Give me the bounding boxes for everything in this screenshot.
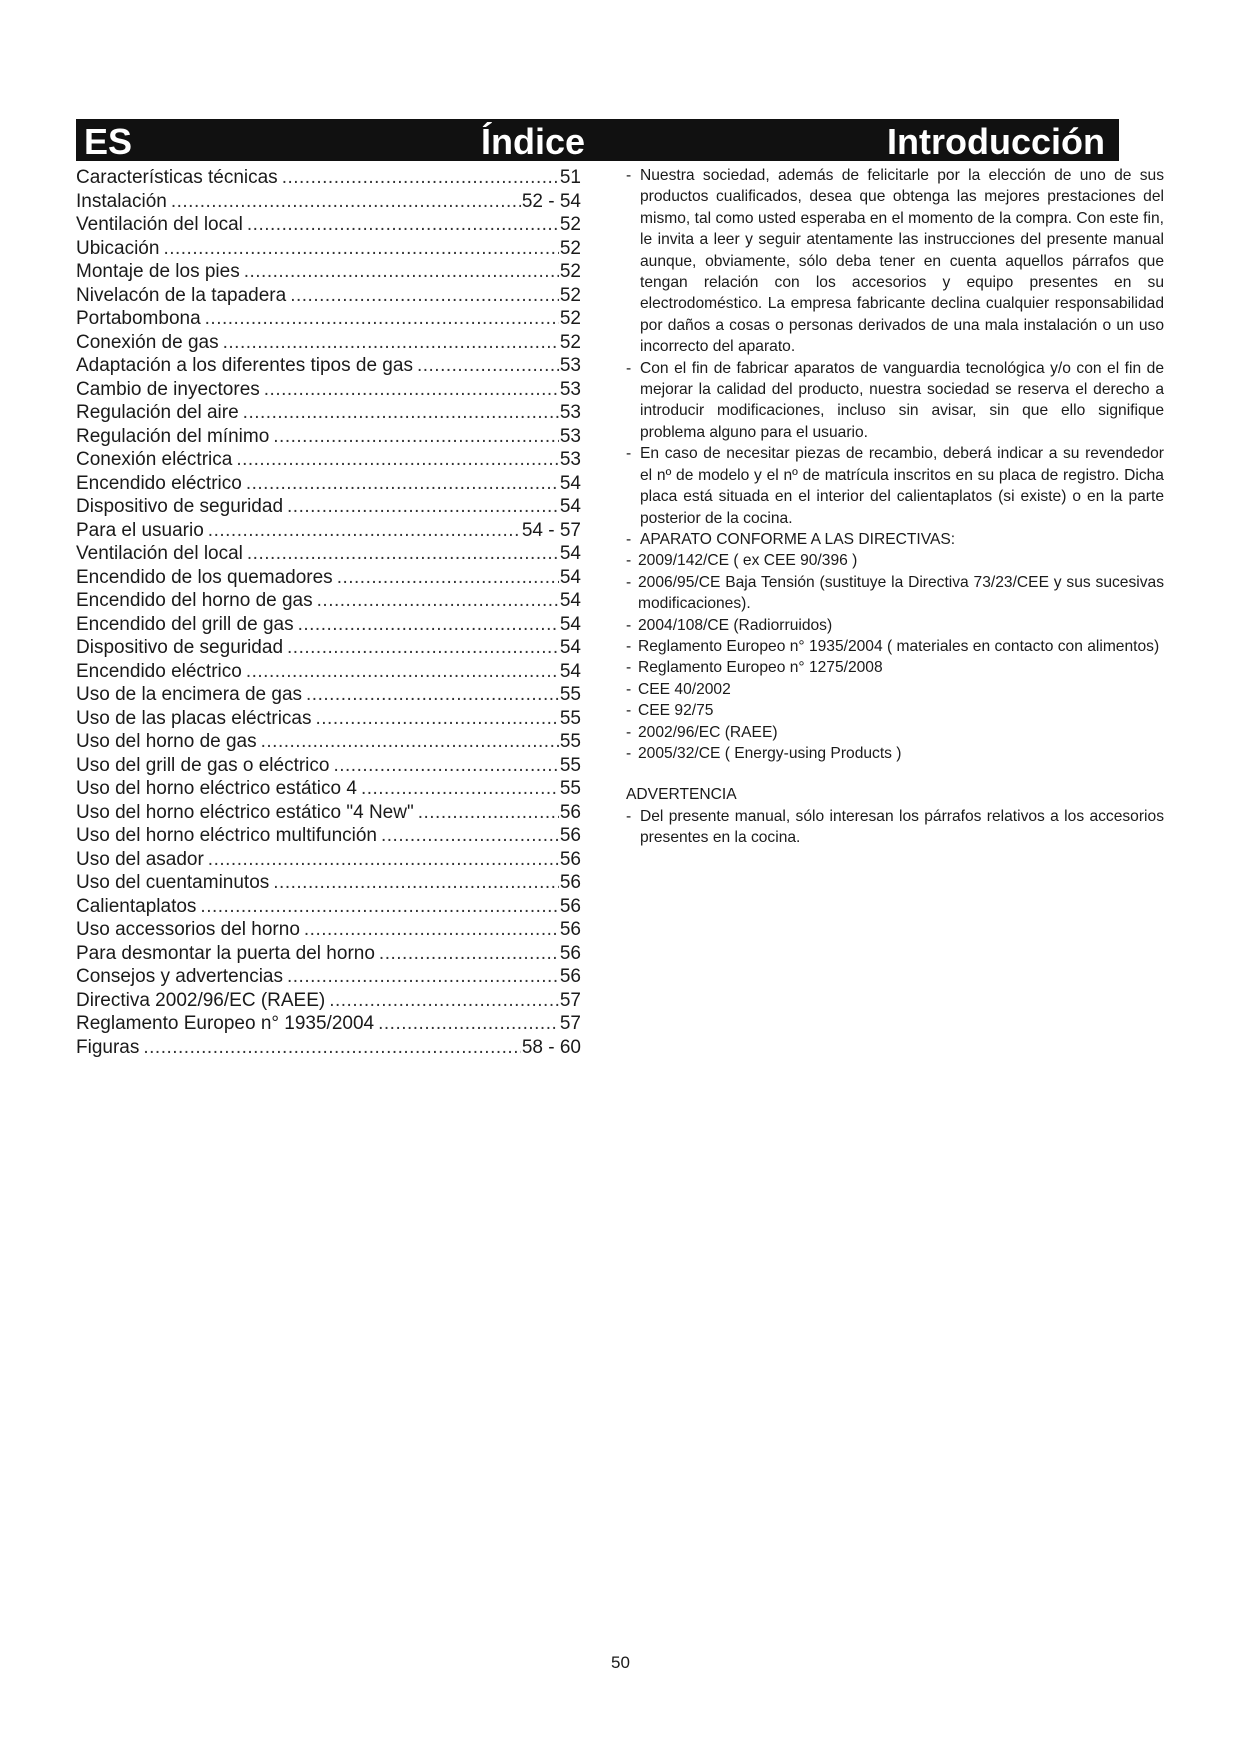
toc-entry (76, 965, 581, 989)
toc-dot-leader (205, 307, 559, 331)
intro-paragraph-text: Nuestra sociedad, además de felicitarle por la elección de uno de sus productos cualificados, desea que obtenga las mejores prestaciones del mismo, tal como usted esperaba en el momento de la compra. Con este fin, le invita a leer y seguir atentamente las instrucciones del presente manual aunque, obviamente, sólo deba tener en cuenta aquellos párrafos que tengan relación con los accesorios y equipo presentes en su electrodoméstico. La empresa fabricante declina cualquier responsabilidad por daños a cosas o personas derivados de una mala instalación o un uso incorrecto del aparato. (640, 167, 1164, 356)
toc-dot-leader (282, 166, 559, 190)
toc-entry-title: Conexión eléctrica (76, 449, 233, 470)
directive-item-text: 2009/142/CE ( ex CEE 90/396 ) (638, 552, 858, 570)
toc-entry-page: 53 (559, 425, 581, 447)
toc-entry (76, 495, 581, 519)
toc-entry-page: 56 (559, 966, 581, 987)
toc-dot-leader (273, 871, 559, 895)
toc-entry-title: Encendido de los quemadores (76, 566, 333, 588)
toc-dot-leader (200, 895, 558, 919)
bullet-dash: - (626, 552, 632, 570)
toc-dot-leader (287, 965, 559, 989)
directive-item-text: 2005/32/CE ( Energy-using Products ) (638, 744, 902, 762)
toc-entry-page: 53 (559, 402, 581, 423)
directive-item (626, 700, 1164, 721)
toc-entry (76, 307, 581, 331)
toc-entry-title: Regulación del mínimo (76, 425, 270, 447)
toc-entry (76, 237, 581, 261)
bullet-dash: - (626, 167, 632, 184)
toc-entry-title: Características técnicas (76, 167, 278, 188)
toc-entry-title: Encendido eléctrico (76, 472, 242, 494)
toc-entry-title: Montaje de los pies (76, 261, 240, 282)
toc-entry-title: Reglamento Europeo n° 1935/2004 (76, 1013, 375, 1034)
bullet-dash: - (626, 807, 632, 825)
toc-dot-leader (290, 284, 559, 308)
toc-dot-leader (417, 354, 559, 378)
toc-entry-page: 55 (559, 731, 581, 752)
toc-dot-leader (304, 918, 559, 942)
toc-entry (76, 730, 581, 754)
toc-entry-title: Conexión de gas (76, 331, 219, 353)
toc-entry (76, 448, 581, 472)
toc-entry-title: Para desmontar la puerta del horno (76, 942, 375, 964)
directive-item-text: Reglamento Europeo n° 1935/2004 ( materiales en contacto con alimentos) (638, 637, 1160, 655)
toc-entry-title: Uso del horno eléctrico multifunción (76, 825, 377, 846)
toc-entry-page: 56 (559, 801, 581, 823)
toc-entry-page: 53 (559, 449, 581, 470)
toc-entry (76, 378, 581, 402)
directive-item-text: CEE 40/2002 (638, 680, 731, 698)
toc-entry (76, 401, 581, 425)
toc-entry-title: Nivelacón de la tapadera (76, 284, 287, 306)
toc-entry-title: Consejos y advertencias (76, 966, 283, 987)
toc-dot-leader (378, 1012, 559, 1036)
toc-entry (76, 989, 581, 1013)
toc-dot-leader (236, 448, 559, 472)
toc-entry-page: 58 - 60 (521, 1036, 581, 1058)
toc-dot-leader (418, 801, 559, 825)
toc-entry-page: 54 (559, 566, 581, 588)
toc-entry-title: Adaptación a los diferentes tipos de gas (76, 355, 413, 376)
toc-dot-leader (244, 260, 559, 284)
toc-dot-leader (163, 237, 558, 261)
toc-entry (76, 519, 581, 543)
toc-entry (76, 1036, 581, 1060)
toc-entry-page: 55 (559, 684, 581, 705)
bullet-dash: - (626, 723, 632, 741)
toc-entry-page: 53 (559, 355, 581, 376)
toc-entry-page: 52 (559, 331, 581, 353)
toc-dot-leader (261, 730, 559, 754)
directive-item (626, 657, 1164, 678)
toc-entry-page: 55 (559, 707, 581, 729)
toc-dot-leader (329, 989, 559, 1013)
toc-entry-page: 56 (559, 848, 581, 870)
toc-entry-title: Figuras (76, 1036, 140, 1058)
toc-entry (76, 636, 581, 660)
toc-dot-leader (298, 613, 559, 637)
toc-entry-title: Uso del horno eléctrico estático 4 (76, 778, 357, 799)
directive-item-text: CEE 92/75 (638, 702, 714, 720)
toc-entry (76, 871, 581, 895)
bullet-dash: - (626, 616, 632, 634)
directive-item (626, 679, 1164, 700)
toc-entry (76, 683, 581, 707)
toc-entry (76, 824, 581, 848)
toc-entry (76, 190, 581, 214)
toc-dot-leader (264, 378, 559, 402)
table-of-contents (76, 166, 581, 1059)
toc-entry-title: Ventilación del local (76, 543, 243, 564)
directive-item-text: Reglamento Europeo n° 1275/2008 (638, 659, 883, 677)
toc-entry-title: Uso accessorios del horno (76, 919, 300, 940)
toc-entry-title: Uso del horno de gas (76, 731, 257, 752)
toc-entry-title: Encendido del horno de gas (76, 590, 313, 611)
toc-dot-leader (381, 824, 559, 848)
toc-entry-page: 54 (559, 660, 581, 682)
toc-entry (76, 331, 581, 355)
toc-entry (76, 1012, 581, 1036)
toc-entry (76, 260, 581, 284)
directive-item (626, 615, 1164, 636)
toc-entry-page: 53 (559, 378, 581, 400)
intro-paragraph-text: En caso de necesitar piezas de recambio, deberá indicar a su revendedor el nº de modelo y el nº de matrícula inscritos en su placa de registro. Dicha placa está situada en el interior del calientaplatos (si existe) o en la parte posterior de la cocina. (640, 445, 1164, 527)
bullet-dash: - (626, 573, 632, 591)
toc-entry-title: Uso del asador (76, 848, 204, 870)
toc-entry-title: Uso de las placas eléctricas (76, 707, 312, 729)
toc-dot-leader (287, 495, 559, 519)
toc-entry-page: 52 (559, 214, 581, 235)
toc-entry-page: 56 (559, 942, 581, 964)
toc-entry-page: 52 (559, 308, 581, 329)
toc-entry-page: 54 (559, 472, 581, 494)
toc-entry-page: 57 (559, 989, 581, 1011)
toc-dot-leader (379, 942, 559, 966)
toc-entry-page: 54 (559, 543, 581, 564)
bullet-dash: - (626, 530, 632, 548)
toc-entry-page: 52 (559, 261, 581, 282)
intro-paragraph (626, 358, 1164, 444)
bullet-dash: - (626, 359, 632, 377)
toc-entry-page: 54 (559, 496, 581, 517)
toc-entry (76, 895, 581, 919)
toc-entry-title: Directiva 2002/96/EC (RAEE) (76, 989, 326, 1011)
toc-entry-page: 54 - 57 (521, 519, 581, 541)
toc-entry-title: Dispositivo de seguridad (76, 496, 284, 517)
toc-dot-leader (208, 848, 559, 872)
toc-entry-page: 54 (559, 637, 581, 658)
toc-dot-leader (247, 213, 559, 237)
directive-item-text: 2004/108/CE (Radiorruidos) (638, 616, 833, 634)
intro-paragraph (626, 529, 1164, 550)
toc-dot-leader (316, 707, 559, 731)
bullet-dash: - (626, 702, 632, 720)
toc-entry (76, 566, 581, 590)
directive-item (626, 550, 1164, 571)
toc-entry (76, 801, 581, 825)
toc-entry-title: Para el usuario (76, 519, 204, 541)
directive-item (626, 636, 1164, 657)
toc-dot-leader (208, 519, 521, 543)
toc-entry (76, 942, 581, 966)
bullet-dash: - (626, 680, 632, 698)
toc-entry-page: 56 (559, 895, 581, 917)
toc-entry-page: 56 (559, 825, 581, 846)
intro-paragraph (626, 165, 1164, 358)
bullet-dash: - (626, 744, 632, 762)
toc-dot-leader (306, 683, 559, 707)
toc-entry-page: 55 (559, 778, 581, 799)
toc-dot-leader (317, 589, 559, 613)
toc-dot-leader (223, 331, 559, 355)
toc-entry-page: 52 - 54 (521, 190, 581, 212)
language-code: ES (84, 121, 133, 162)
toc-entry-page: 52 (559, 284, 581, 306)
toc-dot-leader (273, 425, 559, 449)
toc-entry (76, 589, 581, 613)
toc-dot-leader (361, 777, 559, 801)
toc-entry-title: Uso del cuentaminutos (76, 872, 270, 893)
toc-entry-page: 55 (559, 754, 581, 776)
toc-dot-leader (246, 660, 559, 684)
toc-entry-title: Ventilación del local (76, 214, 243, 235)
toc-entry-title: Encendido del grill de gas (76, 613, 294, 635)
toc-dot-leader (243, 401, 559, 425)
warning-heading: ADVERTENCIA (626, 786, 737, 804)
intro-paragraph-text: Con el fin de fabricar aparatos de vanguardia tecnológica y/o con el fin de mejorar la calidad del producto, nuestra sociedad se reserva el derecho a introducir modificaciones, incluso sin avisar, sin que ello signifique problema alguno para el usuario. (640, 359, 1164, 441)
toc-entry-title: Regulación del aire (76, 402, 239, 423)
toc-entry-page: 56 (559, 872, 581, 893)
index-title: Índice (481, 121, 586, 162)
directive-item (626, 743, 1164, 764)
toc-dot-leader (333, 754, 558, 778)
header-bar (76, 119, 1119, 161)
toc-entry-page: 52 (559, 237, 581, 259)
toc-entry-title: Dispositivo de seguridad (76, 637, 284, 658)
intro-paragraph (626, 443, 1164, 529)
toc-dot-leader (287, 636, 559, 660)
toc-entry (76, 425, 581, 449)
toc-entry-page: 54 (559, 613, 581, 635)
toc-entry (76, 613, 581, 637)
directive-item-text: 2006/95/CE Baja Tensión (sustituye la Directiva 73/23/CEE y sus sucesivas modificaciones). (638, 573, 1164, 613)
toc-entry (76, 918, 581, 942)
toc-entry-title: Calientaplatos (76, 895, 197, 917)
toc-entry (76, 166, 581, 190)
toc-dot-leader (246, 472, 559, 496)
toc-entry (76, 542, 581, 566)
toc-entry-title: Uso del grill de gas o eléctrico (76, 754, 330, 776)
page-number: 50 (611, 1653, 630, 1672)
toc-dot-leader (337, 566, 559, 590)
introduction-title: Introducción (887, 121, 1105, 162)
toc-entry (76, 660, 581, 684)
intro-paragraph-text: APARATO CONFORME A LAS DIRECTIVAS: (640, 530, 956, 548)
directive-item-text: 2002/96/EC (RAEE) (638, 723, 778, 741)
toc-dot-leader (143, 1036, 520, 1060)
toc-entry (76, 284, 581, 308)
toc-entry-title: Uso de la encimera de gas (76, 684, 303, 705)
toc-dot-leader (247, 542, 559, 566)
toc-entry-title: Ubicación (76, 237, 160, 259)
toc-entry (76, 354, 581, 378)
toc-entry (76, 707, 581, 731)
toc-entry (76, 754, 581, 778)
toc-entry (76, 777, 581, 801)
toc-entry-title: Instalación (76, 190, 167, 212)
warning-paragraph-text: Del presente manual, sólo interesan los párrafos relativos a los accesorios presentes en la cocina. (640, 807, 1164, 847)
directive-item (626, 572, 1164, 615)
toc-entry-title: Portabombona (76, 308, 201, 329)
toc-entry (76, 848, 581, 872)
toc-entry-page: 56 (559, 919, 581, 940)
toc-entry-page: 54 (559, 590, 581, 611)
toc-entry-title: Encendido eléctrico (76, 660, 242, 682)
toc-entry-page: 57 (559, 1013, 581, 1034)
toc-entry (76, 472, 581, 496)
warning-paragraph (626, 806, 1164, 849)
toc-entry-title: Uso del horno eléctrico estático "4 New" (76, 801, 414, 823)
bullet-dash: - (626, 637, 632, 655)
introduction-text (626, 165, 1164, 849)
bullet-dash: - (626, 659, 632, 677)
toc-entry-title: Cambio de inyectores (76, 378, 260, 400)
toc-dot-leader (171, 190, 521, 214)
toc-entry (76, 213, 581, 237)
bullet-dash: - (626, 445, 632, 463)
toc-entry-page: 51 (559, 167, 581, 188)
directive-item (626, 722, 1164, 743)
